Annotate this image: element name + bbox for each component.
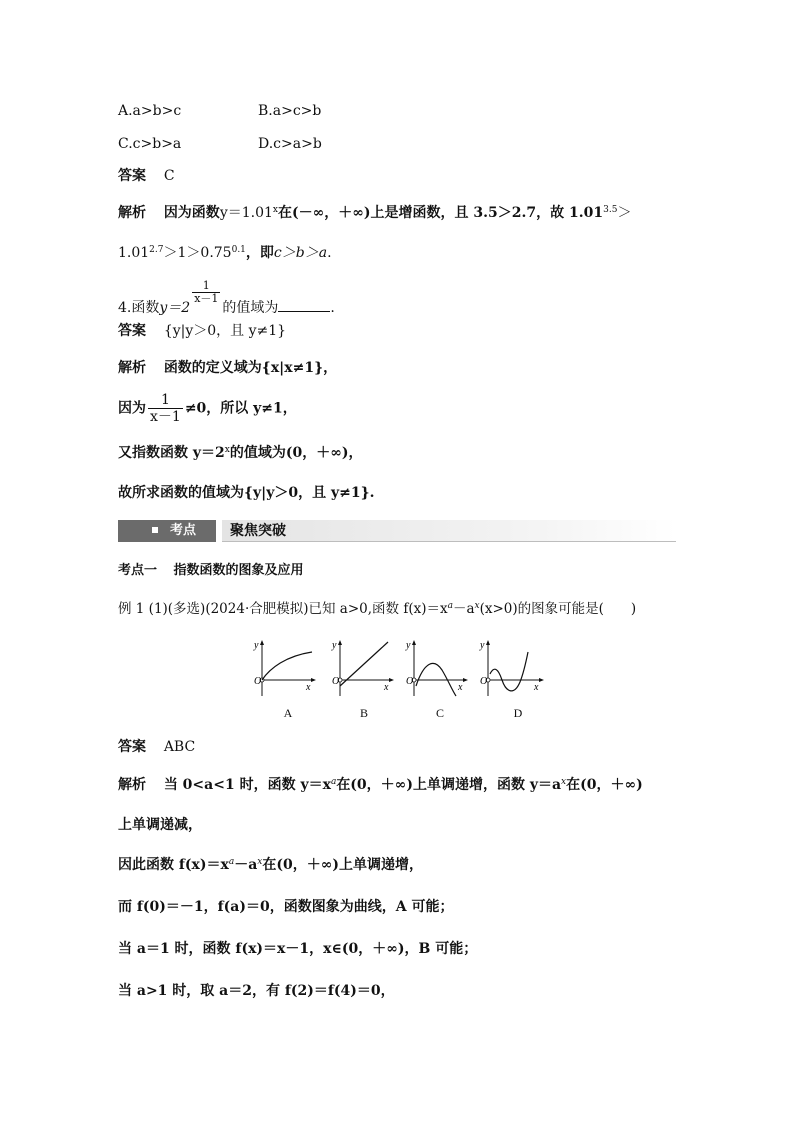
analysis-text: 因此函数 f(x)＝x bbox=[118, 857, 229, 873]
fraction-denominator: x－1 bbox=[194, 292, 219, 305]
q4-answer-line bbox=[118, 322, 286, 340]
val-d: c＞b＞a bbox=[273, 245, 328, 261]
analysis-label: 解析 bbox=[118, 360, 146, 376]
q4-exponent-fraction bbox=[192, 280, 220, 305]
answer-blank bbox=[278, 297, 330, 312]
exp-01: 0.1 bbox=[231, 245, 246, 255]
graph-label-c: C bbox=[435, 706, 444, 720]
banner-title: 聚焦突破 bbox=[222, 520, 676, 542]
graph-a bbox=[250, 636, 320, 698]
answer-value: {y|y＞0，且 y≠1} bbox=[163, 323, 287, 339]
exp-a: a bbox=[330, 777, 337, 787]
exp-x: x bbox=[561, 777, 567, 787]
gt-sign: ＞ bbox=[617, 205, 632, 221]
analysis-text: 因为 bbox=[118, 400, 146, 417]
analysis-label: 解析 bbox=[118, 205, 146, 221]
svg-text:y: y bbox=[332, 640, 337, 651]
graph-label-b: B bbox=[359, 706, 368, 720]
q4-analysis-line-1 bbox=[118, 359, 337, 377]
q3-analysis-line-2: $1.01^{2.7}>1>0.75^{0.1}$，即c＞b＞a. bbox=[118, 245, 332, 261]
svg-text:O: O bbox=[406, 676, 414, 687]
analysis-text-3: 在(0，＋∞)上单调递增， bbox=[262, 857, 424, 873]
option-b: B.a>c>b bbox=[258, 103, 322, 119]
answer-label: 答案 bbox=[118, 739, 146, 755]
svg-text:x: x bbox=[458, 682, 463, 693]
q4-stem-b: y＝2 bbox=[159, 300, 191, 316]
example-text-2: －a bbox=[452, 601, 475, 617]
analysis-text: 而 f(0)＝－1，f(a)＝0，函数图象为曲线，A 可能； bbox=[118, 899, 454, 915]
svg-text:x: x bbox=[534, 682, 539, 693]
val-c: ，即 bbox=[245, 245, 274, 261]
graph-c bbox=[402, 636, 472, 698]
analysis-text: 又指数函数 y＝2 bbox=[118, 445, 225, 461]
exp-35: 3.5 bbox=[603, 205, 618, 215]
fraction-numerator: 1 bbox=[192, 280, 220, 293]
svg-text:y: y bbox=[254, 640, 259, 651]
graph-b bbox=[328, 636, 398, 698]
q4-stem-c: 的值域为 bbox=[222, 300, 279, 316]
example-1-analysis-line-6 bbox=[118, 982, 395, 1000]
answer-value: C bbox=[163, 168, 175, 184]
analysis-text: 当 0<a<1 时，函数 y＝x bbox=[163, 777, 331, 793]
example-1-stem bbox=[118, 600, 636, 618]
q4-analysis-line-2 bbox=[118, 392, 297, 425]
square-bullet-icon bbox=[152, 527, 158, 533]
example-1-analysis-line-1 bbox=[118, 776, 643, 794]
example-1-analysis-line-3 bbox=[118, 856, 423, 874]
exp-a: a bbox=[228, 857, 235, 867]
option-a: A.a>b>c bbox=[118, 103, 182, 119]
example-text-3: (x>0)的图象可能是( ) bbox=[479, 601, 637, 617]
analysis-fraction bbox=[148, 392, 183, 425]
option-c: C.c>b>a bbox=[118, 136, 182, 152]
answer-value: ABC bbox=[163, 739, 196, 755]
graph-d bbox=[476, 636, 550, 698]
fraction-numerator: 1 bbox=[148, 392, 183, 409]
analysis-text-2: 在(－∞，＋∞)上是增函数，且 3.5＞2.7，故 1.01 bbox=[277, 205, 604, 221]
svg-text:O: O bbox=[332, 676, 340, 687]
exp-a: a bbox=[447, 601, 453, 611]
val-a: 1.01 bbox=[118, 245, 150, 261]
svg-text:O: O bbox=[254, 676, 262, 687]
topic-label: 考点一 bbox=[118, 563, 158, 578]
banner-tag-text: 考点 bbox=[170, 523, 197, 538]
example-1-analysis-line-4 bbox=[118, 898, 453, 916]
analysis-label: 解析 bbox=[118, 777, 146, 793]
analysis-text-2: 在(0，＋∞)上单调递增，函数 y＝a bbox=[336, 777, 562, 793]
analysis-text-2: ≠0，所以 y≠1， bbox=[184, 400, 297, 417]
example-1-analysis-line-5 bbox=[118, 940, 477, 958]
svg-text:x: x bbox=[306, 682, 311, 693]
val-b: ＞1＞0.75 bbox=[163, 245, 232, 261]
answer-label: 答案 bbox=[118, 168, 146, 184]
analysis-text-2: －a bbox=[234, 857, 258, 873]
fraction-denominator: x－1 bbox=[150, 409, 181, 425]
svg-text:y: y bbox=[480, 640, 485, 651]
q3-analysis-line-1 bbox=[118, 204, 631, 222]
topic-heading bbox=[118, 562, 304, 580]
topic-title: 指数函数的图象及应用 bbox=[173, 563, 304, 578]
analysis-text-3: 在(0，＋∞) bbox=[566, 777, 643, 793]
graph-label-d: D bbox=[513, 706, 523, 720]
answer-label: 答案 bbox=[118, 323, 146, 339]
q4-analysis-line-4 bbox=[118, 484, 374, 502]
analysis-text: 当 a＝1 时，函数 f(x)＝x－1，x∈(0，＋∞)，B 可能； bbox=[118, 941, 478, 957]
exp-x: x bbox=[257, 857, 263, 867]
q4-stem: 4.函数y＝2 $\frac{1}{x-1}$ 的值域为 . bbox=[118, 279, 335, 316]
graph-label-a: A bbox=[283, 706, 293, 720]
option-graphs bbox=[250, 636, 560, 722]
example-text: 例 1 (1)(多选)(2024·合肥模拟)已知 a>0,函数 f(x)＝x bbox=[118, 601, 448, 617]
example-1-analysis-line-2 bbox=[118, 816, 202, 834]
exp-27: 2.7 bbox=[149, 245, 164, 255]
svg-text:y: y bbox=[406, 640, 411, 651]
q4-stem-a: 4.函数 bbox=[118, 300, 160, 316]
svg-text:x: x bbox=[384, 682, 389, 693]
option-d: D.c>a>b bbox=[258, 136, 322, 152]
analysis-text: 当 a>1 时，取 a＝2，有 f(2)＝f(4)＝0， bbox=[118, 983, 395, 999]
analysis-text: 上单调递减， bbox=[118, 817, 202, 833]
exp-x: x bbox=[224, 445, 230, 455]
exp-x: x bbox=[474, 601, 480, 611]
q3-answer-line bbox=[118, 167, 175, 185]
banner-rule bbox=[222, 541, 676, 542]
svg-text:O: O bbox=[480, 676, 488, 687]
analysis-text: 因为函数 bbox=[163, 205, 220, 221]
exp-x: x bbox=[272, 205, 278, 215]
func-expr: y＝1.01 bbox=[219, 205, 273, 221]
q4-analysis-line-3 bbox=[118, 444, 362, 462]
banner-tag bbox=[118, 520, 216, 542]
analysis-text: 函数的定义域为{x|x≠1}， bbox=[163, 360, 338, 376]
section-banner bbox=[118, 520, 676, 542]
example-1-answer bbox=[118, 738, 195, 756]
analysis-text-2: 的值域为(0，＋∞)， bbox=[229, 445, 363, 461]
analysis-text: 故所求函数的值域为{y|y＞0，且 y≠1}. bbox=[118, 485, 375, 501]
